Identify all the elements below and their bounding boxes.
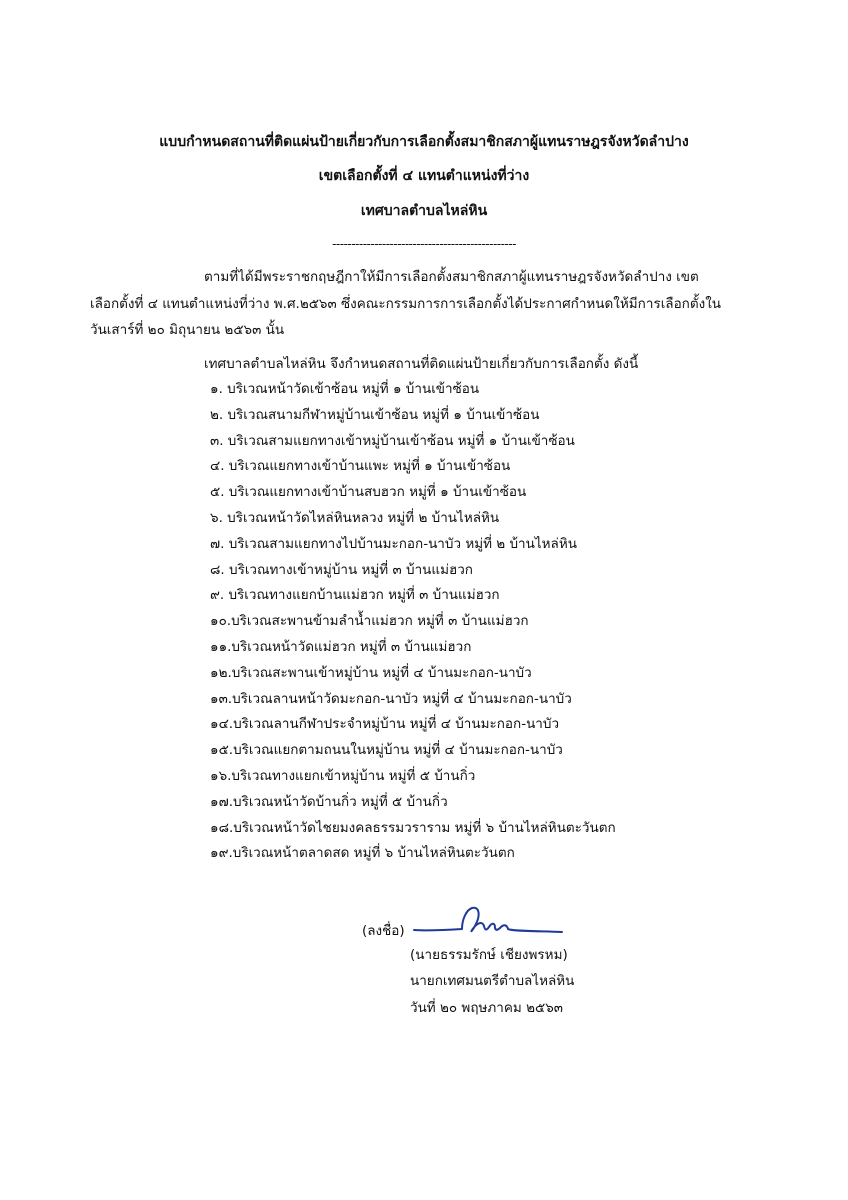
handwritten-signature — [412, 900, 572, 944]
location-item: ๑๓.บริเวณลานหน้าวัดมะกอก-นาบัว หมู่ที่ ๔ บ้านมะกอก-นาบัว — [210, 690, 572, 707]
location-item: ๑๒.บริเวณสะพานเข้าหมู่บ้าน หมู่ที่ ๔ บ้านมะกอก-นาบัว — [210, 664, 532, 681]
location-item: ๓. บริเวณสามแยกทางเข้าหมู่บ้านเข้าซ้อน หมู่ที่ ๑ บ้านเข้าซ้อน — [210, 432, 575, 449]
location-item: ๒. บริเวณสนามกีฬาหมู่บ้านเข้าซ้อน หมู่ที่ ๑ บ้านเข้าซ้อน — [210, 406, 540, 423]
location-item: ๔. บริเวณแยกทางเข้าบ้านแพะ หมู่ที่ ๑ บ้านเข้าซ้อน — [210, 458, 511, 475]
paragraph-1-line-1: ตามที่ได้มีพระราชกฤษฎีกาให้มีการเลือกตั้งสมาชิกสภาผู้แทนราษฎรจังหวัดลำปาง เขต — [204, 269, 699, 285]
location-item: ๑๐.บริเวณสะพานข้ามลำน้ำแม่ฮวก หมู่ที่ ๓ บ้านแม่ฮวก — [210, 613, 529, 630]
paragraph-1-line-2: เลือกตั้งที่ ๔ แทนตำแหน่งที่ว่าง พ.ศ.๒๕๖๓ ซึ่งคณะกรรมการการเลือกตั้งได้ประกาศกำหนดให้มีการเลือกตั้งใน — [90, 296, 722, 312]
paragraph-2: เทศบาลตำบลไหล่หิน จึงกำหนดสถานที่ติดแผ่นป้ายเกี่ยวกับการเลือกตั้ง ดังนี้ — [204, 356, 639, 372]
location-item: ๑๗.บริเวณหน้าวัดบ้านกิ่ว หมู่ที่ ๕ บ้านกิ่ว — [210, 793, 448, 810]
title-separator: ------------------------------------------------ — [332, 237, 516, 251]
location-item: ๘. บริเวณทางเข้าหมู่บ้าน หมู่ที่ ๓ บ้านแม่ฮวก — [210, 561, 473, 578]
location-item: ๑. บริเวณหน้าวัดเข้าซ้อน หมู่ที่ ๑ บ้านเข้าซ้อน — [210, 381, 480, 397]
location-item: ๑๕.บริเวณแยกตามถนนในหมู่บ้าน หมู่ที่ ๔ บ้านมะกอก-นาบัว — [210, 742, 563, 759]
location-item: ๑๙.บริเวณหน้าตลาดสด หมู่ที่ ๖ บ้านไหล่หินตะวันตก — [210, 845, 515, 862]
location-item: ๙. บริเวณทางแยกบ้านแม่ฮวก หมู่ที่ ๓ บ้านแม่ฮวก — [210, 587, 500, 604]
document-title-line-3: เทศบาลตำบลไหล่หิน — [360, 203, 488, 219]
location-item: ๑๘.บริเวณหน้าวัดไชยมงคลธรรมวราราม หมู่ที่ ๖ บ้านไหล่หินตะวันตก — [210, 819, 616, 836]
location-item: ๖. บริเวณหน้าวัดไหล่หินหลวง หมู่ที่ ๒ บ้านไหล่หิน — [210, 509, 500, 526]
location-item: ๑๔.บริเวณลานกีฬาประจำหมู่บ้าน หมู่ที่ ๔ บ้านมะกอก-นาบัว — [210, 716, 560, 733]
location-list — [210, 377, 616, 867]
signer-position: นายกเทศมนตรีตำบลไหล่หิน — [410, 973, 575, 989]
location-item: ๕. บริเวณแยกทางเข้าบ้านสบฮวก หมู่ที่ ๑ บ้านเข้าซ้อน — [210, 484, 527, 501]
document-title-line-2: เขตเลือกตั้งที่ ๔ แทนตำแหน่งที่ว่าง — [318, 168, 530, 184]
paragraph-1-line-3: วันเสาร์ที่ ๒๐ มิถุนายน ๒๕๖๓ นั้น — [90, 322, 285, 338]
signer-name: (นายธรรมรักษ์ เชียงพรหม) — [410, 947, 568, 963]
location-item: ๗. บริเวณสามแยกทางไปบ้านมะกอก-นาบัว หมู่ที่ ๒ บ้านไหล่หิน — [210, 535, 577, 552]
document-title-line-1: แบบกำหนดสถานที่ติดแผ่นป้ายเกี่ยวกับการเลือกตั้งสมาชิกสภาผู้แทนราษฎรจังหวัดลำปาง — [159, 134, 689, 150]
location-item: ๑๖.บริเวณทางแยกเข้าหมู่บ้าน หมู่ที่ ๕ บ้านกิ่ว — [210, 767, 476, 784]
location-item: ๑๑.บริเวณหน้าวัดแม่ฮวก หมู่ที่ ๓ บ้านแม่ฮวก — [210, 638, 472, 655]
sign-label: (ลงชื่อ) — [362, 923, 405, 939]
signature-date: วันที่ ๒๐ พฤษภาคม ๒๕๖๓ — [410, 1000, 564, 1016]
